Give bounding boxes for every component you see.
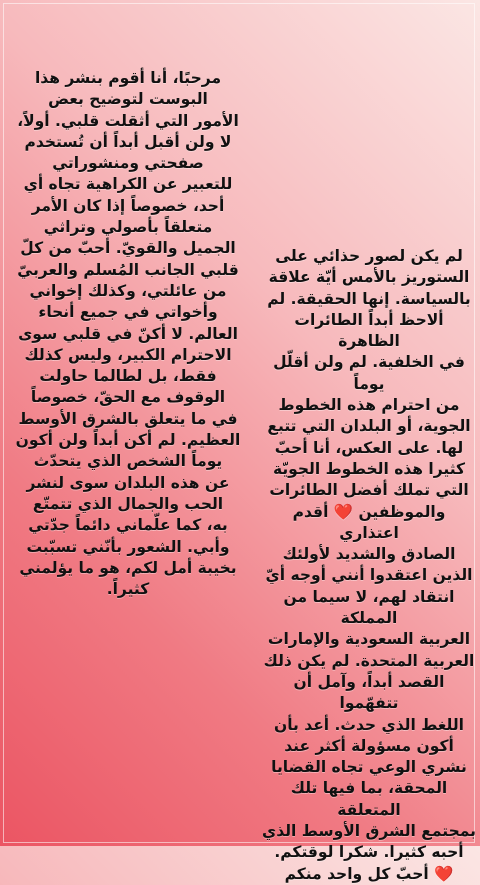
story-text-left-column: مرحبًا، أنا أقوم بنشر هذا البوست لتوضيح بعض الأمور التي أثقلت قلبي. أولاً، لا ولن أقبل أبداً أن تُستخدم صفحتي ومنشوراتي للتعبير عن الكراهية تجاه أي أحد، خصوصاً إذا كان الأمر متعلقاً بأصولي وتراثي الجميل والقويّ. أحبّ من كلّ قلبي الجانب المُسلم والعربيّ من عائلتي، وكذلك إخواني وأخواتي في جميع أنحاء العالم. لا أكنّ في قلبي سوى الاحترام الكبير، وليس كذلك فقط، بل لطالما حاولت الوقوف مع الحقّ، خصوصاً في ما يتعلق بالشرق الأوسط العظيم. لم أكن أبداً ولن أكون يوماً الشخص الذي يتحدّث عن هذه البلدان سوى لنشر الحب والجمال الذي تتمتّع به، كما علّماني دائماً جدّتي وأبي. الشعور بأنّني تسبّبت بخيبة أمل لكم، هو ما يؤلمني كثيراً. <box>15 69 241 599</box>
story-text-right-column: لم يكن لصور حذائي على الستوريز بالأمس أيّة علاقة بالسياسة. إنها الحقيقة. لم ألاحظ أبداً الطائرات الظاهرة في الخلفية. لم ولن أقلّل يوماً من احترام هذه الخطوط الجوية، أو البلدان التي تتبع لها. على العكس، أنا أحبّ كثيرا هذه الخطوط الجويّة التي تملك أفضل الطائرات والموظفين ❤️ أقدم اعتذاري الصادق والشديد لأولئك الذين اعتقدوا أنني أوجه أيّ انتقاد لهم، لا سيما من المملكة العربية السعودية والإمارات العربية المتحدة. لم يكن ذلك القصد أبداً، وآمل أن تتفهّموا اللغط الذي حدث. أعد بأن أكون مسؤولة أكثر عند نشري الوعي تجاه القضايا المحقة، بما فيها تلك المتعلقة بمجتمع الشرق الأوسط الذي أحبه كثيرا. شكرا لوقتكم. ❤️ أحبّ كل واحد منكم <box>262 247 476 883</box>
